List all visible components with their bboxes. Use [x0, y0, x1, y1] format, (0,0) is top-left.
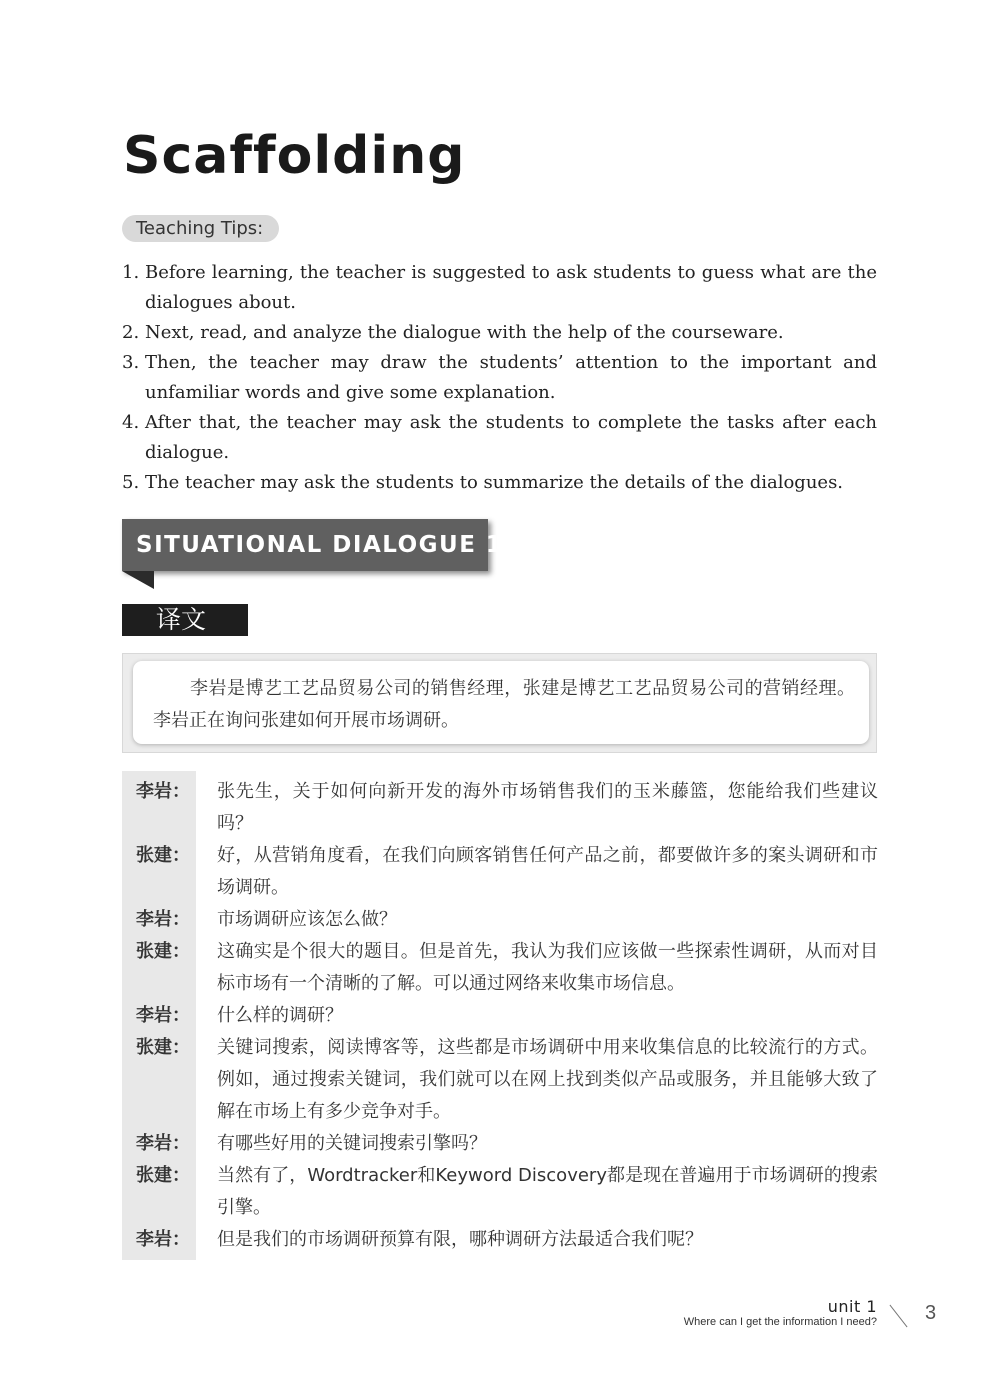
dialogue-turn: [122, 840, 878, 904]
page-title: Scaffolding: [123, 126, 466, 186]
teaching-tip-item: [122, 408, 877, 468]
teaching-tips-label: Teaching Tips:: [122, 215, 279, 242]
speaker-name: 张建：: [136, 845, 190, 866]
tip-number: 1.: [122, 262, 140, 283]
speaker-name: 李岩：: [136, 1005, 190, 1026]
section-banner: [122, 519, 504, 591]
tip-number: 2.: [122, 322, 140, 343]
dialogue-line: 市场调研应该怎么做？: [217, 909, 397, 930]
dialogue-line: 有哪些好用的关键词搜索引擎吗？: [217, 1133, 487, 1154]
dialogue-turn: [122, 776, 878, 840]
dialogue-turn: [122, 1224, 878, 1256]
teaching-tip-item: [122, 318, 877, 348]
intro-box: [122, 653, 877, 753]
translation-label: 译文: [122, 604, 248, 636]
dialogue-line: 好，从营销角度看，在我们向顾客销售任何产品之前，都要做许多的案头调研和市场调研。: [217, 845, 878, 898]
dialogue-line: 这确实是个很大的题目。但是首先，我认为我们应该做一些探索性调研，从而对目标市场有一个清晰的了解。可以通过网络来收集市场信息。: [217, 941, 878, 994]
dialogue-line: 什么样的调研？: [217, 1005, 343, 1026]
dialogue-turn: [122, 936, 878, 1000]
unit-label: unit 1: [827, 1297, 877, 1316]
speaker-name: 李岩：: [136, 1133, 190, 1154]
teaching-tip-item: [122, 348, 877, 408]
teaching-tip-item: [122, 258, 877, 318]
unit-subtitle: Where can I get the information I need?: [683, 1316, 877, 1328]
speaker-name: 李岩：: [136, 909, 190, 930]
dialogue-turn: [122, 1128, 878, 1160]
page-number: 3: [925, 1302, 937, 1324]
section-title: SITUATIONAL DIALOGUE 1: [136, 532, 504, 558]
tip-text: Then, the teacher may draw the students’ attention to the important and unfamiliar words and give some explanation.: [145, 352, 877, 403]
tip-number: 3.: [122, 352, 140, 373]
teaching-tips-list: [122, 258, 877, 498]
tip-text: The teacher may ask the students to summarize the details of the dialogues.: [145, 472, 844, 493]
dialogue-turn: [122, 1032, 878, 1128]
tip-text: Before learning, the teacher is suggested to ask students to guess what are the dialogues about.: [145, 262, 877, 313]
dialogue-line: 当然有了，Wordtracker和Keyword Discovery都是现在普遍用于市场调研的搜索引擎。: [217, 1165, 878, 1218]
teaching-tip-item: [122, 468, 877, 498]
footer-divider: [889, 1305, 907, 1328]
dialogue-line: 但是我们的市场调研预算有限，哪种调研方法最适合我们呢？: [217, 1229, 703, 1250]
speaker-name: 张建：: [136, 1165, 190, 1186]
dialogue-turn: [122, 1000, 878, 1032]
section-banner-fold: [122, 571, 154, 589]
speaker-name: 张建：: [136, 1037, 190, 1058]
dialogue-line: 关键词搜索，阅读博客等，这些都是市场调研中用来收集信息的比较流行的方式。例如，通过搜索关键词，我们就可以在网上找到类似产品或服务，并且能够大致了解在市场上有多少竞争对手。: [217, 1037, 878, 1122]
dialogue-turn: [122, 904, 878, 936]
dialogue-line: 张先生，关于如何向新开发的海外市场销售我们的玉米藤篮，您能给我们些建议吗？: [217, 781, 878, 834]
tip-text: Next, read, and analyze the dialogue with the help of the courseware.: [145, 322, 784, 343]
tip-number: 4.: [122, 412, 140, 433]
intro-text: 李岩是博艺工艺品贸易公司的销售经理，张建是博艺工艺品贸易公司的营销经理。李岩正在询问张建如何开展市场调研。: [133, 661, 869, 744]
dialogue: [122, 776, 878, 1256]
page-footer: [684, 1298, 877, 1329]
speaker-name: 李岩：: [136, 1229, 190, 1250]
speaker-name: 张建：: [136, 941, 190, 962]
speaker-name: 李岩：: [136, 781, 190, 802]
tip-number: 5.: [122, 472, 140, 493]
dialogue-turn: [122, 1160, 878, 1224]
tip-text: After that, the teacher may ask the students to complete the tasks after each dialogue.: [145, 412, 877, 463]
